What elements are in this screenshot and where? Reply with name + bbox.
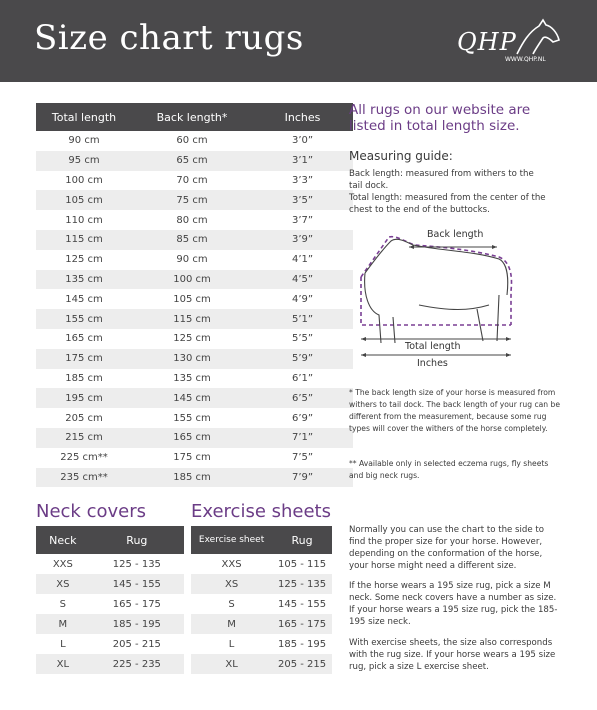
- table-row: [191, 554, 332, 574]
- table-cell: L: [60, 638, 66, 650]
- table-row: [36, 270, 353, 290]
- table-cell: 100 cm: [65, 174, 103, 186]
- measuring-guide-title: Measuring guide:: [349, 149, 453, 163]
- table-cell: 3’1”: [252, 151, 353, 171]
- table-cell: 105 cm: [36, 190, 132, 210]
- table-cell: 145 cm: [65, 293, 103, 305]
- column-header: Neck: [36, 526, 90, 554]
- table-row: [36, 408, 353, 428]
- availability-note: ** Available only in selected eczema rugs, fly sheets and big neck rugs.: [349, 459, 549, 480]
- table-row: [36, 554, 184, 574]
- table-header-row: [36, 526, 184, 554]
- table-cell: 5’5”: [291, 333, 314, 345]
- column-header: Rug: [90, 526, 184, 554]
- table-cell: XL: [36, 654, 90, 674]
- table-cell: 95 cm: [36, 151, 132, 171]
- table-row: [36, 151, 353, 171]
- table-row: [36, 309, 353, 329]
- table-row: [191, 614, 332, 634]
- table-cell: 145 cm: [132, 388, 252, 408]
- table-row: [191, 574, 332, 594]
- table-cell: 100 cm: [132, 270, 252, 290]
- measuring-guide-text: Back length: measured from withers to the tail dock. Total length: measured from the center of the chest to the end of the buttocks.: [349, 169, 546, 215]
- table-cell: 165 cm: [65, 333, 103, 345]
- table-cell: 110 cm: [65, 214, 103, 226]
- table-cell: S: [59, 598, 67, 610]
- table-cell: 3’5”: [252, 190, 353, 210]
- table-cell: 7’5”: [291, 452, 314, 464]
- table-cell: 65 cm: [132, 151, 252, 171]
- table-cell: 4’5”: [252, 270, 353, 290]
- table-cell: 90 cm: [176, 254, 208, 266]
- table-cell: 195 cm: [36, 388, 132, 408]
- total-length-label: Total length: [405, 341, 461, 352]
- size-chart-table: [36, 103, 353, 487]
- table-row: [36, 289, 353, 309]
- table-cell: 4’9”: [291, 293, 314, 305]
- page-title: Size chart rugs: [34, 18, 304, 58]
- table-cell: 125 - 135: [112, 558, 161, 570]
- table-cell: XS: [191, 574, 272, 594]
- exercise-sheets-title: Exercise sheets: [191, 501, 331, 522]
- table-cell: 115 cm: [36, 230, 132, 250]
- table-cell: M: [36, 614, 90, 634]
- table-cell: 5’9”: [252, 349, 353, 369]
- table-cell: 205 - 215: [112, 638, 161, 650]
- table-cell: 3’0”: [291, 135, 314, 147]
- table-cell: 60 cm: [176, 135, 208, 147]
- exercise-sheets-table: [191, 526, 332, 674]
- table-cell: 155 cm: [36, 309, 132, 329]
- horse-illustration: [349, 225, 519, 375]
- exercise-sheet-paragraph: With exercise sheets, the size also corresponds with the rug size. If your horse wears a 195 size rug, pick a size L exercise sheet.: [349, 638, 556, 672]
- table-row: [36, 654, 184, 674]
- table-cell: 3’3”: [291, 174, 314, 186]
- neck-cover-paragraph: If the horse wears a 195 size rug, pick a size M neck. Some neck covers have a number as size. If your horse wears a 195 size rug, pick the 185-195 size neck.: [349, 581, 558, 627]
- inches-label: Inches: [417, 358, 448, 369]
- horse-measurement-diagram: [349, 225, 519, 375]
- headline: All rugs on our website are listed in total length size.: [349, 102, 531, 134]
- table-row: [36, 210, 353, 230]
- column-header: Exercise sheet: [191, 526, 272, 554]
- table-cell: 115 cm: [132, 309, 252, 329]
- table-cell: 235 cm**: [36, 468, 132, 488]
- column-header: Back length*: [132, 103, 252, 131]
- table-row: [36, 329, 353, 349]
- table-row: [191, 594, 332, 614]
- table-cell: 165 cm: [132, 428, 252, 448]
- table-cell: 3’7”: [291, 214, 314, 226]
- table-cell: 185 - 195: [278, 638, 327, 650]
- logo-url: WWW.QHP.NL: [505, 56, 546, 63]
- table-cell: 185 cm: [65, 372, 103, 384]
- table-cell: 85 cm: [132, 230, 252, 250]
- exercise-sheets-body: [191, 554, 332, 674]
- table-cell: 175 cm: [36, 349, 132, 369]
- table-cell: 125 cm: [173, 333, 211, 345]
- table-row: [36, 574, 184, 594]
- table-cell: 6’1”: [291, 372, 314, 384]
- table-cell: 7’1”: [252, 428, 353, 448]
- table-row: [191, 654, 332, 674]
- table-cell: M: [191, 614, 272, 634]
- table-row: [36, 230, 353, 250]
- table-cell: 4’1”: [291, 254, 314, 266]
- table-header-row: [36, 103, 353, 131]
- table-row: [36, 131, 353, 151]
- header-bar: [0, 0, 597, 82]
- table-cell: 165 - 175: [112, 598, 161, 610]
- table-cell: 6’9”: [291, 412, 314, 424]
- usage-paragraph: Normally you can use the chart to the side to find the proper size for your horse. However, depending on the conformation of the horse, your horse might need a different size.: [349, 525, 544, 571]
- table-cell: 75 cm: [132, 190, 252, 210]
- table-cell: 7’9”: [252, 468, 353, 488]
- back-length-label: Back length: [427, 229, 484, 240]
- table-cell: 5’1”: [252, 309, 353, 329]
- back-length-note: * The back length size of your horse is measured from withers to tail dock. The back length of your rug can be different from the measurement, because some rug types will cover the withers of the horse completely.: [349, 388, 560, 433]
- table-cell: 175 cm: [173, 452, 211, 464]
- table-row: [36, 594, 184, 614]
- table-row: [36, 428, 353, 448]
- table-row: [36, 369, 353, 389]
- table-cell: 205 - 215: [272, 654, 332, 674]
- table-cell: 155 cm: [173, 412, 211, 424]
- table-cell: XXS: [52, 558, 73, 570]
- table-row: [36, 349, 353, 369]
- horse-head-icon: [513, 18, 561, 56]
- table-cell: 225 cm**: [60, 452, 108, 464]
- table-cell: 225 - 235: [90, 654, 184, 674]
- table-row: [36, 250, 353, 270]
- table-row: [36, 634, 184, 654]
- table-row: [36, 468, 353, 488]
- size-chart-body: [36, 131, 353, 487]
- table-row: [36, 614, 184, 634]
- table-cell: 125 - 135: [272, 574, 332, 594]
- neck-covers-table: [36, 526, 184, 674]
- table-cell: 145 - 155: [90, 574, 184, 594]
- table-cell: 90 cm: [68, 135, 100, 147]
- table-cell: 105 - 115: [278, 558, 327, 570]
- table-cell: 185 cm: [132, 468, 252, 488]
- table-row: [36, 388, 353, 408]
- table-cell: L: [228, 638, 235, 650]
- table-cell: 105 cm: [173, 293, 211, 305]
- logo-text: QHP: [457, 28, 517, 56]
- table-cell: 135 cm: [173, 372, 211, 384]
- table-cell: 215 cm: [36, 428, 132, 448]
- neck-covers-title: Neck covers: [36, 501, 146, 522]
- table-cell: 80 cm: [176, 214, 208, 226]
- table-row: [36, 171, 353, 191]
- table-cell: 135 cm: [36, 270, 132, 290]
- table-cell: 3’9”: [252, 230, 353, 250]
- column-header: Rug: [272, 526, 332, 554]
- table-cell: 125 cm: [65, 254, 103, 266]
- table-row: [36, 448, 353, 468]
- neck-covers-body: [36, 554, 184, 674]
- table-cell: 130 cm: [132, 349, 252, 369]
- table-cell: 185 - 195: [90, 614, 184, 634]
- table-cell: 145 - 155: [278, 598, 327, 610]
- table-cell: 6’5”: [252, 388, 353, 408]
- column-header: Inches: [252, 103, 353, 131]
- qhp-logo: [455, 18, 565, 68]
- table-cell: 205 cm: [65, 412, 103, 424]
- table-header-row: [191, 526, 332, 554]
- table-cell: XXS: [221, 558, 242, 570]
- table-cell: XL: [191, 654, 272, 674]
- table-cell: XS: [36, 574, 90, 594]
- table-cell: 165 - 175: [272, 614, 332, 634]
- table-row: [36, 190, 353, 210]
- table-row: [191, 634, 332, 654]
- column-header: Total length: [36, 103, 132, 131]
- table-cell: 70 cm: [176, 174, 208, 186]
- table-cell: S: [228, 598, 235, 610]
